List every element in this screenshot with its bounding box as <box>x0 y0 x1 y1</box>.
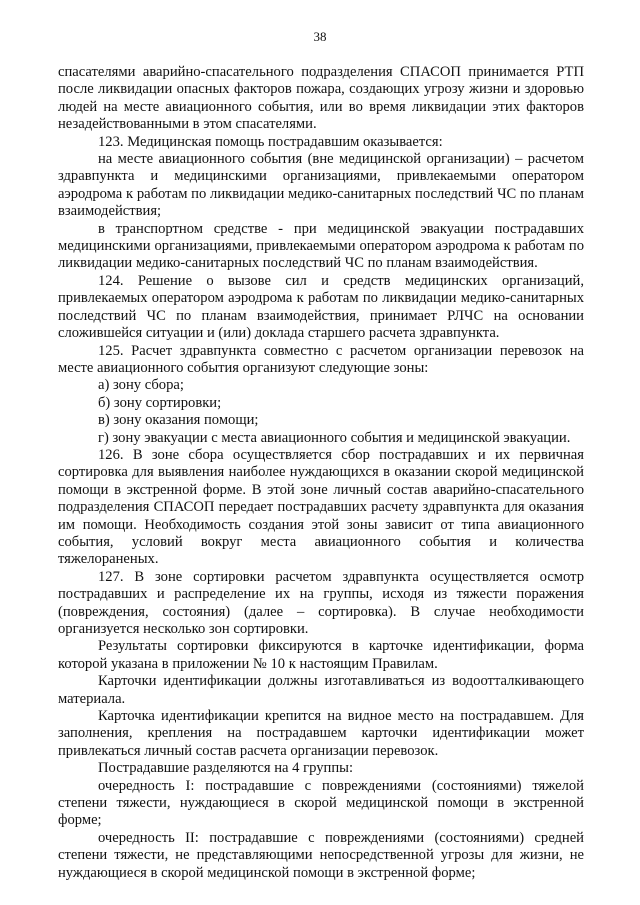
paragraph-cards-material: Карточки идентификации должны изготавливаться из водоотталкивающего материала. <box>58 673 584 707</box>
paragraph-126: 126. В зоне сбора осуществляется сбор пострадавших и их первичная сортировка для выявления наиболее нуждающихся в оказании скорой медицинской помощи в экстренной форме. В этой зоне личный состав аварийно-спасательного подразделения СПАСОП передает пострадавших расчету здравпункта для оказания им помощи. Необходимость создания этой зоны зависит от типа авиационного события, условий вокруг места авиационного события и количества тяжелораненых. <box>58 446 584 568</box>
paragraph-123: 123. Медицинская помощь пострадавшим оказывается: <box>98 133 443 150</box>
paragraph-127: 127. В зоне сортировки расчетом здравпункта осуществляется осмотр пострадавших и распределение их на группы, исходя из тяжести поражения (повреждения, состояния) (далее – сортировка). В случае необходимости организуется несколько зон сортировки. <box>58 568 584 637</box>
paragraph-124: 124. Решение о вызове сил и средств медицинских организаций, привлекаемых оператором аэродрома к работам по ликвидации медико-санитарных последствий ЧС по планам взаимодействия, принимает РЛЧС на основании сложившейся ситуации и (или) доклада старшего расчета здравпункта. <box>58 272 584 342</box>
paragraph-125: 125. Расчет здравпункта совместно с расчетом организации перевозок на месте авиационного события организуют следующие зоны: <box>58 342 584 376</box>
zone-item-b: б) зону сортировки; <box>98 394 222 411</box>
paragraph-groups-intro: Пострадавшие разделяются на 4 группы: <box>98 760 353 777</box>
zone-item-a: а) зону сбора; <box>98 377 184 394</box>
paragraph-priority-2: очередность II: пострадавшие с повреждениями (состояниями) средней степени тяжести, не представляющими непосредственной угрозы для жизни, не нуждающиеся в скорой медицинской помощи в экстренной форме; <box>58 829 584 881</box>
page-number: 38 <box>313 29 327 44</box>
document-body <box>58 64 584 882</box>
paragraph-card-attachment: Карточка идентификации крепится на видное место на пострадавшем. Для заполнения, крепления на пострадавшем карточки идентификации может привлекаться личный состав расчета организации перевозок. <box>58 708 584 759</box>
paragraph-sorting-results: Результаты сортировки фиксируются в карточке идентификации, форма которой указана в приложении № 10 к настоящим Правилам. <box>58 638 584 672</box>
paragraph-123-item-2: в транспортном средстве - при медицинской эвакуации пострадавших медицинскими организациями, привлекаемыми оператором аэродрома к работам по ликвидации медико-санитарных последствий ЧС по планам взаимодействия. <box>58 220 584 272</box>
zone-item-v: в) зону оказания помощи; <box>98 412 259 429</box>
zone-item-g: г) зону эвакуации с места авиационного события и медицинской эвакуации. <box>98 429 571 446</box>
paragraph-123-item-1: на месте авиационного события (вне медицинской организации) – расчетом здравпункта и медицинскими организациями, привлекаемыми оператором аэродрома к работам по ликвидации медико-санитарных последствий ЧС по планам взаимодействия; <box>58 151 584 220</box>
paragraph-priority-1: очередность I: пострадавшие с повреждениями (состояниями) тяжелой степени тяжести, нуждающиеся в скорой медицинской помощи в экстренной форме; <box>58 777 584 829</box>
paragraph-continuation: спасателями аварийно-спасательного подразделения СПАСОП принимается РТП после ликвидации опасных факторов пожара, создающих угрозу жизни и здоровью людей на месте авиационного события, или во время ликвидации этих факторов незадействованными в этом спасателями. <box>58 64 584 133</box>
